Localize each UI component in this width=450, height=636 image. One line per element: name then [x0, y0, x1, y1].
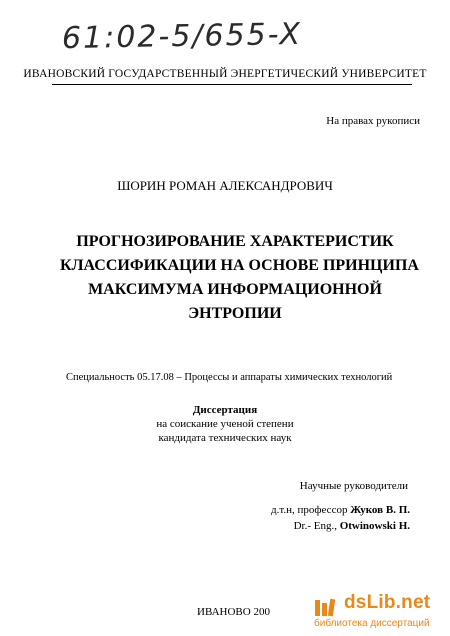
title-line: ЭНТРОПИИ — [188, 305, 282, 322]
degree-line-1: на соискание ученой степени — [156, 418, 294, 430]
header-divider — [52, 84, 412, 85]
university-name: ИВАНОВСКИЙ ГОСУДАРСТВЕННЫЙ ЭНЕРГЕТИЧЕСКИЙ УНИВЕРСИТЕТ — [23, 68, 427, 80]
dissertation-type: Диссертация — [192, 404, 258, 416]
author-name: ШОРИН РОМАН АЛЕКСАНДРОВИЧ — [117, 178, 333, 193]
advisor-2 — [294, 520, 410, 532]
title-line: МАКСИМУМА ИНФОРМАЦИОННОЙ — [88, 281, 382, 298]
advisor-2-name: Otwinowski H. — [339, 520, 410, 532]
advisor-1 — [271, 504, 410, 516]
thesis-title — [60, 230, 419, 326]
dslib-watermark — [312, 592, 450, 634]
title-line: ПРОГНОЗИРОВАНИЕ ХАРАКТЕРИСТИК — [76, 233, 394, 250]
watermark-logo-text: dsLib.net — [344, 592, 431, 613]
advisor-2-title: Dr.- Eng., — [293, 520, 340, 532]
book-stack-icon — [314, 598, 338, 618]
advisor-1-title: д.т.н, профессор — [271, 504, 351, 516]
city-year: ИВАНОВО 200 — [197, 606, 270, 618]
watermark-subtitle: библиотека диссертаций — [314, 618, 430, 629]
title-line: КЛАССИФИКАЦИИ НА ОСНОВЕ ПРИНЦИПА — [60, 257, 419, 274]
advisor-1-name: Жуков В. П. — [350, 504, 410, 516]
advisors-heading: Научные руководители — [299, 480, 408, 492]
degree-line-2: кандидата технических наук — [158, 432, 292, 444]
handwritten-catalog-code: 61:02-5/655-X — [61, 16, 303, 57]
specialty-line: Специальность 05.17.08 – Процессы и аппараты химических технологий — [66, 372, 393, 383]
manuscript-rights-note: На правах рукописи — [326, 115, 420, 127]
